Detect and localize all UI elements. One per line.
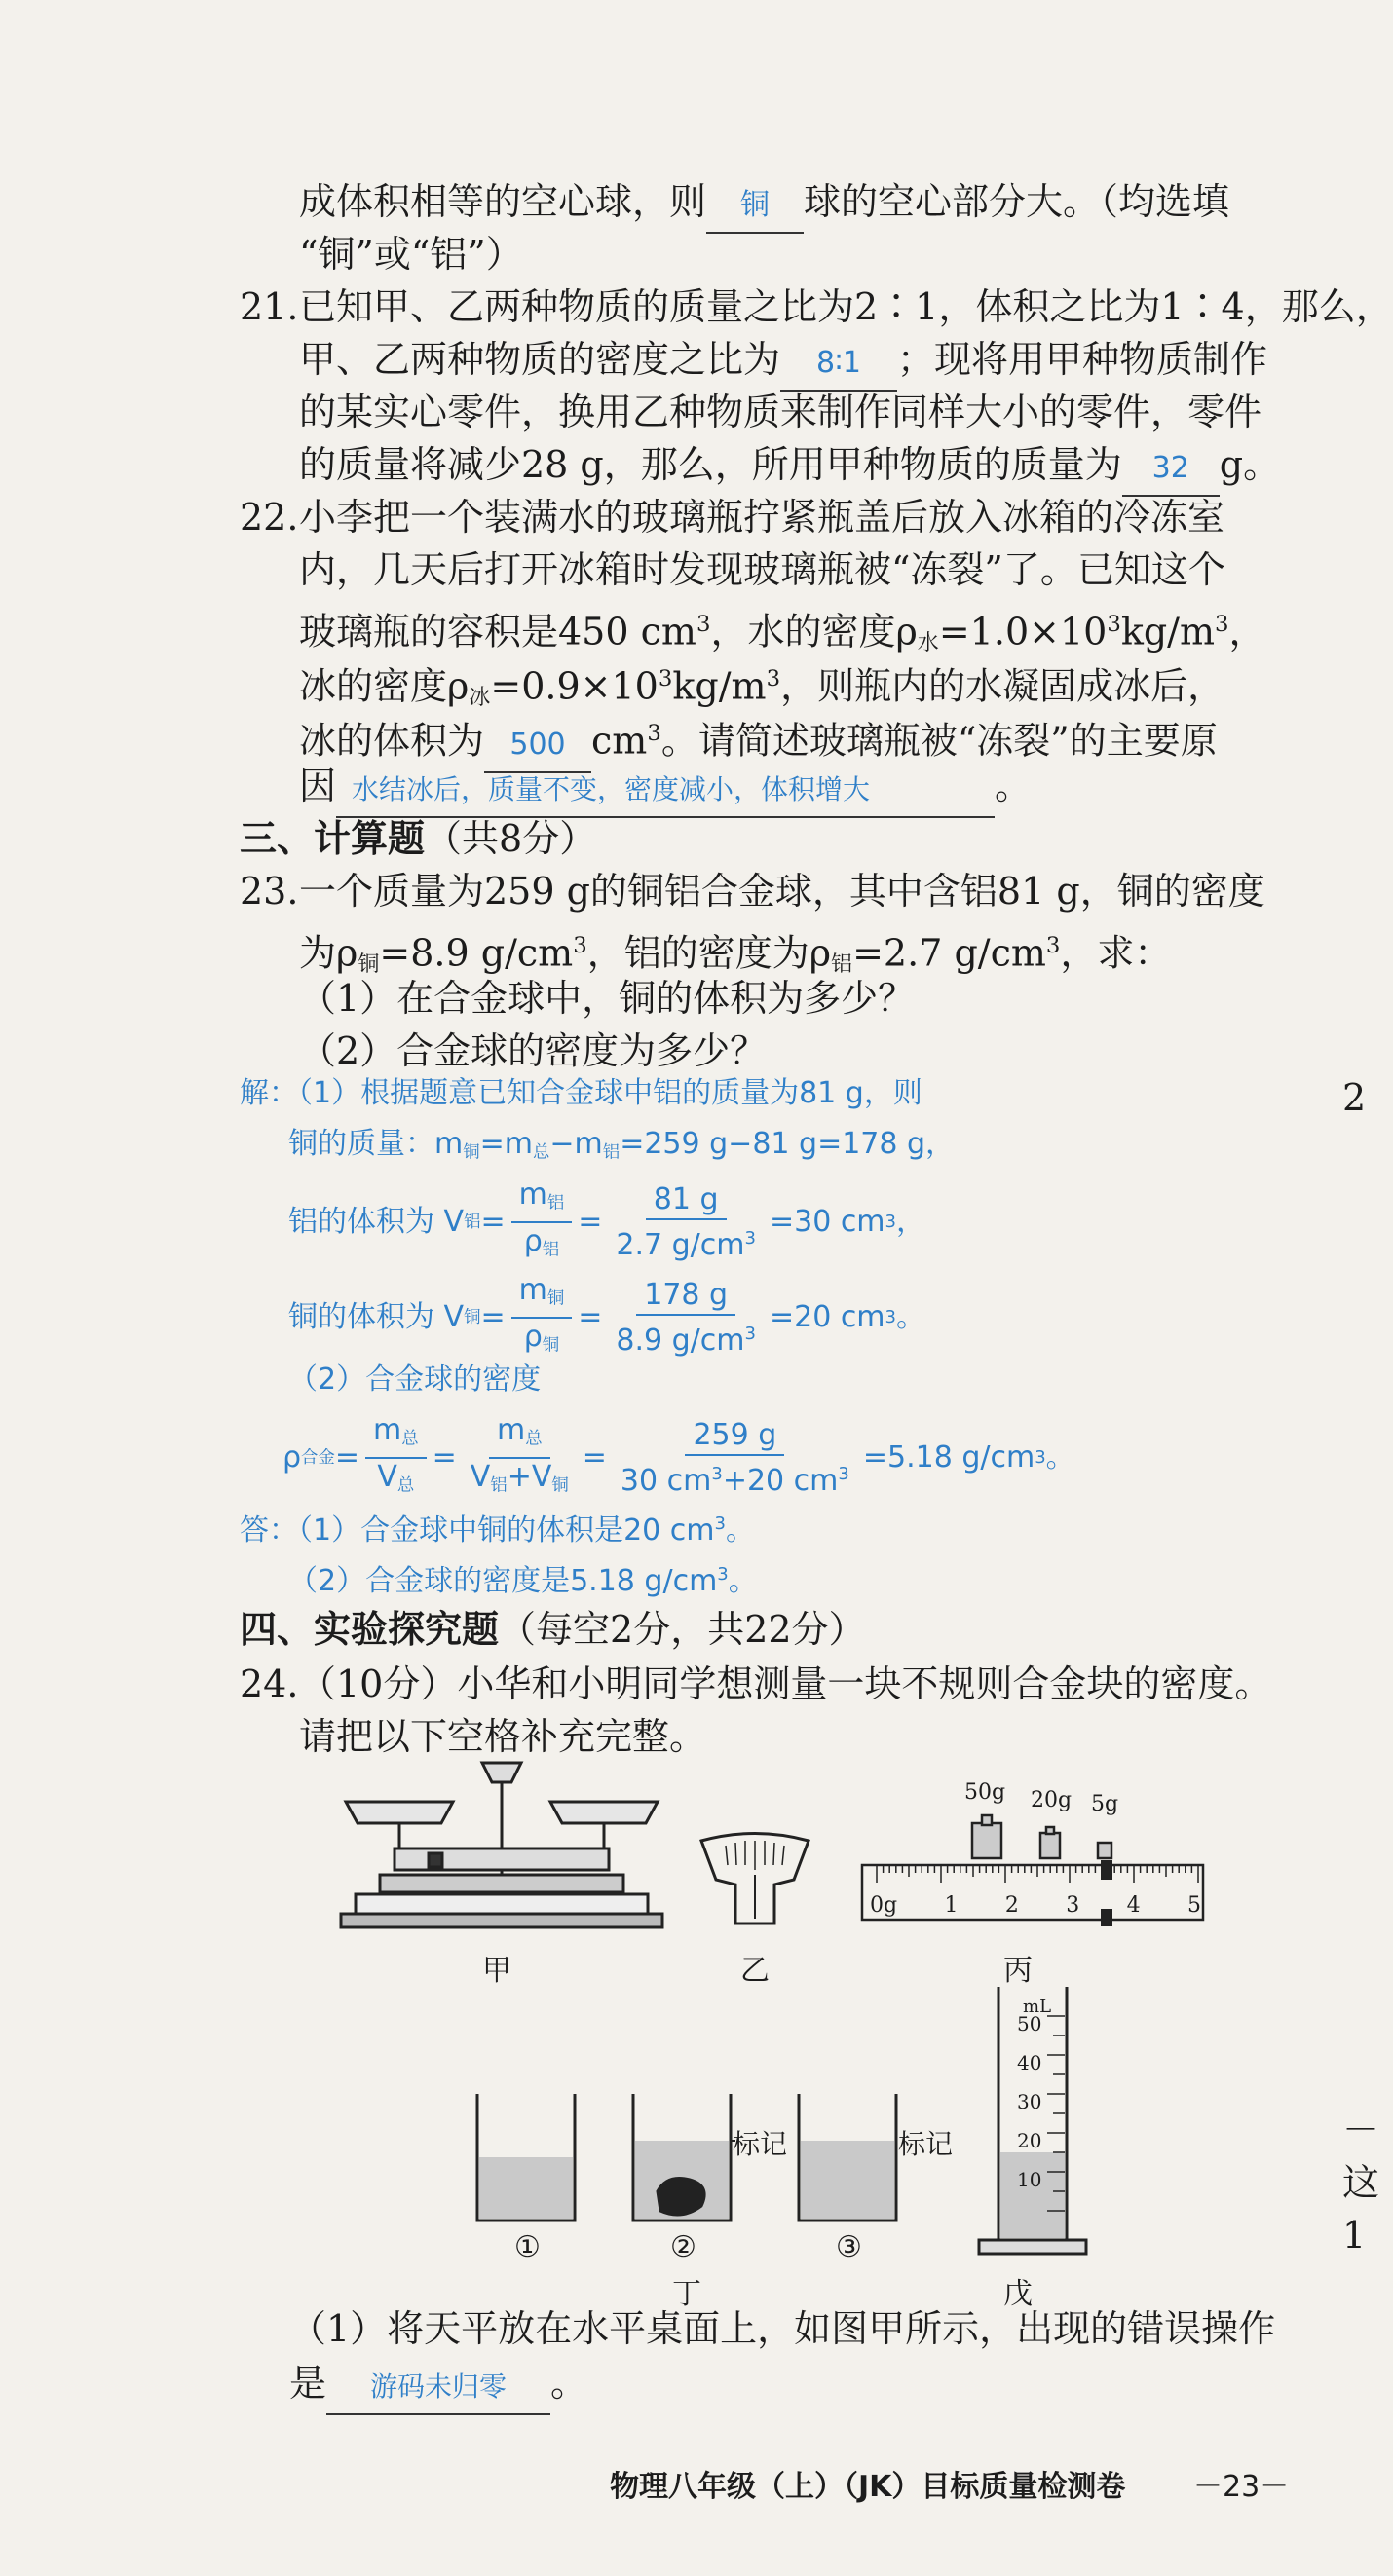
q23-line2: 为$\rho_铜=8.9$ $g/cm^3$，铝的密度为$\rho_铝=2.7$ $g/cm^3$，求： <box>299 931 1172 978</box>
q21-line1: 已知甲、乙两种物质的质量之比为2∶1，体积之比为1∶4，那么， <box>299 285 1393 328</box>
q24-line2: 请把以下空格补充完整。 <box>299 1715 707 1758</box>
section-3-heading: 三、计算题（共8分） <box>240 817 597 860</box>
fraction: $\frac{m_总}{V_铝+V_铜}$ <box>470 1413 569 1496</box>
answer-blank: 水结冰后，质量不变，密度减小，体积增大 <box>336 760 995 818</box>
beakers-figure <box>468 2084 916 2230</box>
figure-caption-jia: 甲 <box>482 1954 511 1988</box>
fraction: $\frac{81 g}{2.7 g/cm^3}$ <box>616 1181 756 1262</box>
answer-line2: （2）合金球的密度是5.18 $g/cm^3$。 <box>288 1563 758 1598</box>
beaker-label-1: ① <box>514 2230 541 2264</box>
figure-caption-ding: 丁 <box>672 2277 701 2311</box>
answer-blank: 8∶1 <box>780 333 897 392</box>
beaker-label-2: ② <box>670 2230 696 2264</box>
weight-label-50g: 50g <box>964 1780 1006 1805</box>
mark-label-3: 标记 <box>898 2128 954 2160</box>
solution-line6: ρ 合金 = $\frac{m_总}{V_总}$ = $\frac{m_总}{V_铝+V_铜}$ = $\frac{259 g}{30 cm^3+20 cm^3}$ =5.18 g/cm 3 。 <box>282 1412 1075 1505</box>
solution-line2: 铜的质量：$m_铜=m_总-m_铝=259$ g−81 g=178 g， <box>288 1127 956 1163</box>
page-number: －23－ <box>1193 2470 1290 2504</box>
q22-line6: 因 水结冰后，质量不变，密度减小，体积增大 。 <box>299 760 1032 818</box>
edge-fragment: 这 <box>1342 2161 1380 2204</box>
q21-line2: 甲、乙两种物质的密度之比为 8∶1 ；现将用甲种物质制作 <box>299 333 1267 392</box>
balance-scale-figure <box>336 1753 667 1938</box>
weights-and-ruler-figure <box>857 1811 1208 1938</box>
figure-caption-bing: 丙 <box>1003 1954 1033 1988</box>
edge-fragment: － <box>1342 2109 1380 2151</box>
ruler-scale-labels: 0g 1 2 3 4 5 <box>870 1893 1201 1918</box>
fraction: $\frac{m_铝}{\rho_铝}$ <box>511 1176 573 1269</box>
solution-line1: 解：（1）根据题意已知合金球中铝的质量为81 g，则 <box>240 1076 922 1110</box>
pointer-scale-figure <box>696 1831 813 1938</box>
q22-number: 22. <box>240 496 299 539</box>
fraction: $\frac{178 g}{8.9 g/cm^3}$ <box>616 1277 756 1358</box>
solution-line4: 铜的体积为 V 铜 = $\frac{m_铜}{\rho_铜}$ = $\frac{178 g}{8.9 g/cm^3}$ =20 cm 3 。 <box>288 1272 925 1364</box>
edge-fragment: 1 <box>1342 2214 1367 2257</box>
q22-line2: 内，几天后打开冰箱时发现玻璃瓶被“冻裂”了。已知这个 <box>299 548 1225 591</box>
figure-caption-yi: 乙 <box>740 1954 770 1988</box>
q23-line4: （2）合金球的密度为多少？ <box>299 1029 768 1072</box>
q24-number: 24. <box>240 1662 299 1705</box>
fraction: $\frac{m_总}{V_总}$ <box>365 1412 427 1505</box>
q22-line3: 玻璃瓶的容积是450 $cm^3$，水的密度$\rho_水=1.0\times 10^3kg/m^3$， <box>299 610 1266 656</box>
q22-line4: 冰的密度$\rho_冰=0.9\times 10^3kg/m^3$，则瓶内的水凝固成冰后， <box>299 664 1225 711</box>
q23-number: 23. <box>240 870 299 913</box>
fraction: $\frac{259 g}{30 cm^3+20 cm^3}$ <box>620 1417 849 1498</box>
beaker-label-3: ③ <box>836 2230 862 2264</box>
q24-line1: （10分）小华和小明同学想测量一块不规则合金块的密度。 <box>299 1662 1272 1705</box>
q22-line1: 小李把一个装满水的玻璃瓶拧紧瓶盖后放入冰箱的冷冻室 <box>299 496 1225 539</box>
q24-part1-line1: （1）将天平放在水平桌面上，如图甲所示，出现的错误操作 <box>289 2307 1276 2350</box>
figure-caption-wu: 戊 <box>1003 2277 1033 2311</box>
weight-label-5g: 5g <box>1091 1792 1119 1816</box>
edge-fragment: 2 <box>1342 1076 1367 1119</box>
q23-line3: （1）在合金球中，铜的体积为多少？ <box>299 977 916 1020</box>
cylinder-scale-labels: 50 40 30 20 10 <box>1017 2012 1042 2191</box>
q21-line4: 的质量将减少28 g，那么，所用甲种物质的质量为 32 g。 <box>299 438 1280 497</box>
answer-blank: 铜 <box>706 175 804 234</box>
answer-blank: 游码未归零 <box>326 2357 550 2415</box>
mark-label-2: 标记 <box>733 2128 788 2160</box>
cylinder-unit: mL <box>1023 1997 1052 2017</box>
q20-line2: “铜”或“铝”） <box>299 233 523 276</box>
q20-line1: 成体积相等的空心球，则 铜 球的空心部分大。（均选填 <box>299 175 1229 234</box>
answer-line1: 答：（1）合金球中铜的体积是20 $cm^3$。 <box>240 1512 755 1548</box>
answer-blank: 32 <box>1122 438 1220 497</box>
q22-line5: 冰的体积为 500 $cm^3$。请简述玻璃瓶被“冻裂”的主要原 <box>299 707 1218 773</box>
q21-number: 21. <box>240 285 299 328</box>
footer-book-title: 物理八年级（上）（JK）目标质量检测卷 <box>610 2470 1126 2504</box>
q21-line3: 的某实心零件，换用乙种物质来制作同样大小的零件，零件 <box>299 391 1262 433</box>
weight-label-20g: 20g <box>1031 1788 1073 1812</box>
answer-blank: 500 <box>484 715 591 773</box>
q24-part1-line2: 是 游码未归零 。 <box>289 2357 587 2415</box>
solution-line5: （2）合金球的密度 <box>288 1363 542 1397</box>
fraction: $\frac{m_铜}{\rho_铜}$ <box>511 1272 573 1364</box>
q23-line1: 一个质量为259 g的铜铝合金球，其中含铝81 g，铜的密度 <box>299 870 1265 913</box>
solution-line3: 铝的体积为 V 铝 = $\frac{m_铝}{\rho_铝}$ = $\frac{81 g}{2.7 g/cm^3}$ =30 cm 3 ， <box>288 1176 925 1269</box>
section-4-heading: 四、实验探究题（每空2分，共22分） <box>240 1608 866 1651</box>
